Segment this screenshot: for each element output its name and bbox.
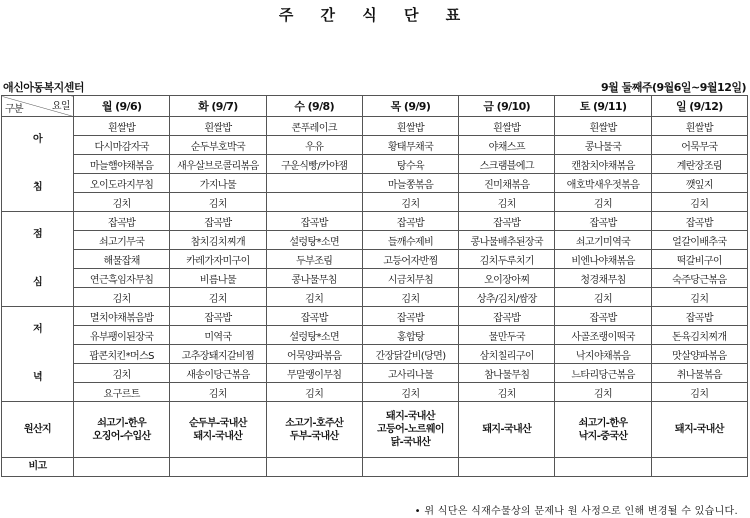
day-header: 월 (9/6) <box>74 96 170 117</box>
menu-item: 맛살양파볶음 <box>651 345 747 364</box>
menu-item: 잡곡밥 <box>651 307 747 326</box>
menu-item: 고사리나물 <box>362 364 458 383</box>
menu-item: 해물잡채 <box>74 250 170 269</box>
header-yoil: 요일 <box>51 101 70 112</box>
meal-label-top: 저 <box>32 324 43 335</box>
day-header: 일 (9/12) <box>651 96 747 117</box>
menu-item: 오이도라지무침 <box>74 174 170 193</box>
origin-cell: 돼지-국내산 <box>651 402 747 458</box>
menu-item: 사골조랭이떡국 <box>555 326 651 345</box>
menu-item: 잡곡밥 <box>170 212 266 231</box>
meal-label <box>2 117 74 212</box>
note-cell <box>651 458 747 477</box>
menu-item: 얼갈이배추국 <box>651 231 747 250</box>
footnote: • 위 식단은 식재수물상의 문제나 원 사정으로 인해 변경될 수 있습니다. <box>414 506 738 517</box>
day-header: 토 (9/11) <box>555 96 651 117</box>
week-range: 9월 둘째주(9월6일~9월12일) <box>600 81 746 94</box>
day-header: 수 (9/8) <box>266 96 362 117</box>
menu-item: 콩나물배추된장국 <box>459 231 555 250</box>
meal-label <box>2 307 74 402</box>
menu-item: 팝콘치킨*머스S <box>74 345 170 364</box>
menu-item: 시금치무침 <box>362 269 458 288</box>
menu-item: 잡곡밥 <box>651 212 747 231</box>
menu-item <box>266 193 362 212</box>
meal-label-bottom: 심 <box>32 277 43 288</box>
menu-item: 돈육김치찌개 <box>651 326 747 345</box>
menu-row <box>2 269 748 288</box>
origin-row <box>2 402 748 458</box>
note-cell <box>74 458 170 477</box>
menu-item: 요구르트 <box>74 383 170 402</box>
menu-item: 김치 <box>170 193 266 212</box>
menu-row <box>2 383 748 402</box>
menu-row <box>2 326 748 345</box>
note-cell <box>170 458 266 477</box>
menu-item: 김치 <box>555 383 651 402</box>
day-header: 화 (9/7) <box>170 96 266 117</box>
menu-item: 김치 <box>362 193 458 212</box>
menu-item: 삼치칠리구이 <box>459 345 555 364</box>
header-corner-cell <box>2 96 74 117</box>
note-cell <box>459 458 555 477</box>
menu-row <box>2 307 748 326</box>
menu-row <box>2 117 748 136</box>
center-name: 애신아동복지센터 <box>3 81 85 94</box>
menu-item: 흰쌀밥 <box>74 117 170 136</box>
origin-cell: 돼지-국내산 <box>459 402 555 458</box>
day-header: 목 (9/9) <box>362 96 458 117</box>
menu-item: 비엔나야채볶음 <box>555 250 651 269</box>
meal-label-bottom: 침 <box>32 182 43 193</box>
menu-item: 김치두루치기 <box>459 250 555 269</box>
note-row <box>2 458 748 477</box>
menu-item: 흰쌀밥 <box>459 117 555 136</box>
menu-item: 진미채볶음 <box>459 174 555 193</box>
origin-cell: 쇠고기-한우 낙지-중국산 <box>555 402 651 458</box>
weekly-menu-table <box>1 95 748 477</box>
note-cell <box>555 458 651 477</box>
menu-item: 김치 <box>555 288 651 307</box>
menu-item: 김치 <box>651 288 747 307</box>
menu-item: 야채스프 <box>459 136 555 155</box>
note-cell <box>266 458 362 477</box>
meal-label <box>2 212 74 307</box>
menu-item: 김치 <box>266 383 362 402</box>
menu-item: 떡갈비구이 <box>651 250 747 269</box>
menu-row <box>2 345 748 364</box>
menu-item: 쇠고기무국 <box>74 231 170 250</box>
menu-item: 카레가자미구이 <box>170 250 266 269</box>
menu-item: 콩나물국 <box>555 136 651 155</box>
meal-label-top: 아 <box>32 134 43 145</box>
menu-item: 간장닭갈비(당면) <box>362 345 458 364</box>
menu-item: 흰쌀밥 <box>170 117 266 136</box>
menu-item: 새송이당근볶음 <box>170 364 266 383</box>
menu-item: 설렁탕*소면 <box>266 326 362 345</box>
menu-item: 김치 <box>170 288 266 307</box>
menu-item: 어묵무국 <box>651 136 747 155</box>
meal-label-bottom: 녁 <box>32 372 43 383</box>
menu-item: 흰쌀밥 <box>651 117 747 136</box>
menu-item: 김치 <box>362 288 458 307</box>
menu-row <box>2 288 748 307</box>
menu-item: 참나물무침 <box>459 364 555 383</box>
menu-item: 탕수육 <box>362 155 458 174</box>
menu-item: 순두부호박국 <box>170 136 266 155</box>
menu-item: 김치 <box>74 288 170 307</box>
menu-item: 김치 <box>555 193 651 212</box>
header-gubun: 구분 <box>5 104 24 115</box>
origin-cell: 쇠고기-한우 오징어-수입산 <box>74 402 170 458</box>
menu-item: 설렁탕*소면 <box>266 231 362 250</box>
menu-item: 오이장아찌 <box>459 269 555 288</box>
menu-item: 비름나물 <box>170 269 266 288</box>
menu-item: 잡곡밥 <box>555 212 651 231</box>
meal-label-top: 점 <box>32 229 43 240</box>
menu-item: 참치김치찌개 <box>170 231 266 250</box>
menu-item: 잡곡밥 <box>170 307 266 326</box>
menu-item: 우유 <box>266 136 362 155</box>
menu-row <box>2 250 748 269</box>
menu-item: 취나물볶음 <box>651 364 747 383</box>
menu-item: 김치 <box>74 193 170 212</box>
origin-cell: 돼지-국내산 고등어-노르웨이 닭-국내산 <box>362 402 458 458</box>
menu-item: 미역국 <box>170 326 266 345</box>
menu-item: 잡곡밥 <box>362 212 458 231</box>
menu-item: 고추장돼지갈비찜 <box>170 345 266 364</box>
menu-item: 구운식빵/카야잼 <box>266 155 362 174</box>
note-cell <box>362 458 458 477</box>
menu-item: 김치 <box>266 288 362 307</box>
menu-item: 들깨수제비 <box>362 231 458 250</box>
menu-item: 가지나물 <box>170 174 266 193</box>
menu-item: 고등어자반찜 <box>362 250 458 269</box>
menu-item: 마늘햄야채볶음 <box>74 155 170 174</box>
menu-row <box>2 364 748 383</box>
menu-row <box>2 231 748 250</box>
menu-item: 캔참치야채볶음 <box>555 155 651 174</box>
menu-item: 흰쌀밥 <box>555 117 651 136</box>
menu-item: 청경채무침 <box>555 269 651 288</box>
menu-item: 낙지야채볶음 <box>555 345 651 364</box>
menu-item: 김치 <box>651 383 747 402</box>
menu-item: 느타리당근볶음 <box>555 364 651 383</box>
menu-item: 무말랭이무침 <box>266 364 362 383</box>
menu-item: 애호박새우젓볶음 <box>555 174 651 193</box>
menu-item: 물만두국 <box>459 326 555 345</box>
menu-item: 김치 <box>459 383 555 402</box>
origin-label: 원산지 <box>2 402 74 458</box>
menu-item: 잡곡밥 <box>459 307 555 326</box>
menu-item: 김치 <box>362 383 458 402</box>
menu-item: 콘푸레이크 <box>266 117 362 136</box>
origin-cell: 소고기-호주산 두부-국내산 <box>266 402 362 458</box>
menu-item: 연근흑임자무침 <box>74 269 170 288</box>
menu-item: 스크램블에그 <box>459 155 555 174</box>
menu-item: 김치 <box>170 383 266 402</box>
menu-item: 상추/김치/쌈장 <box>459 288 555 307</box>
menu-item: 흰쌀밥 <box>362 117 458 136</box>
menu-item: 숙주당근볶음 <box>651 269 747 288</box>
menu-item: 잡곡밥 <box>555 307 651 326</box>
menu-item: 어묵양파볶음 <box>266 345 362 364</box>
day-header: 금 (9/10) <box>459 96 555 117</box>
menu-item: 다시마감자국 <box>74 136 170 155</box>
menu-item <box>266 174 362 193</box>
header-row <box>2 96 748 117</box>
menu-item: 새우살브로콜리볶음 <box>170 155 266 174</box>
menu-item: 두부조림 <box>266 250 362 269</box>
menu-item: 홍합탕 <box>362 326 458 345</box>
menu-item: 김치 <box>459 193 555 212</box>
menu-row <box>2 136 748 155</box>
page-title: 주 간 식 단 표 <box>278 6 472 24</box>
menu-item: 유부팽이된장국 <box>74 326 170 345</box>
menu-item: 잡곡밥 <box>459 212 555 231</box>
menu-row <box>2 212 748 231</box>
menu-item: 김치 <box>74 364 170 383</box>
menu-item: 황태무채국 <box>362 136 458 155</box>
note-label: 비고 <box>2 458 74 477</box>
menu-item: 콩나물무침 <box>266 269 362 288</box>
menu-item: 마늘쫑볶음 <box>362 174 458 193</box>
menu-item: 잡곡밥 <box>266 212 362 231</box>
menu-item: 잡곡밥 <box>74 212 170 231</box>
menu-row <box>2 193 748 212</box>
menu-item: 멸치야채볶음밥 <box>74 307 170 326</box>
menu-item: 잡곡밥 <box>362 307 458 326</box>
menu-row <box>2 174 748 193</box>
origin-cell: 순두부-국내산 돼지-국내산 <box>170 402 266 458</box>
menu-item: 계란장조림 <box>651 155 747 174</box>
menu-item: 쇠고기미역국 <box>555 231 651 250</box>
menu-item: 깻잎지 <box>651 174 747 193</box>
menu-item: 잡곡밥 <box>266 307 362 326</box>
menu-item: 김치 <box>651 193 747 212</box>
menu-row <box>2 155 748 174</box>
